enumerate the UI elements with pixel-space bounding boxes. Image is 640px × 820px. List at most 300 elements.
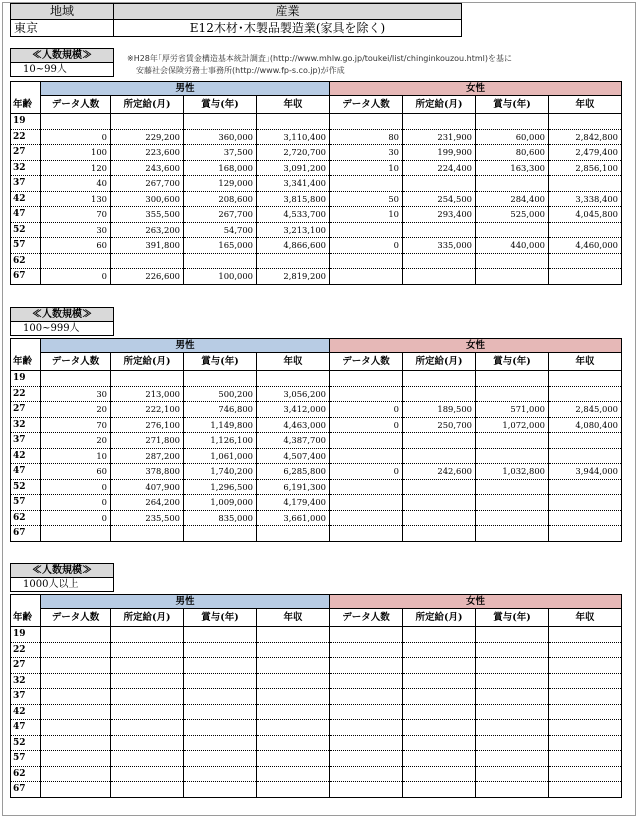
female-bonus-cell[interactable] xyxy=(476,222,549,238)
male-annual-cell[interactable]: 6,285,800 xyxy=(257,464,330,480)
male-bonus-cell[interactable] xyxy=(184,720,257,736)
male-bonus-cell[interactable] xyxy=(184,114,257,130)
male-count-cell[interactable] xyxy=(41,673,111,689)
male-count-cell[interactable]: 40 xyxy=(41,176,111,192)
male-count-cell[interactable] xyxy=(41,253,111,269)
female-count-cell[interactable]: 0 xyxy=(330,402,403,418)
male-bonus-cell[interactable] xyxy=(184,627,257,643)
table-row xyxy=(11,386,622,402)
female-annual-cell[interactable]: 2,842,800 xyxy=(549,129,622,145)
female-count-cell[interactable]: 0 xyxy=(330,464,403,480)
female-annual-cell[interactable] xyxy=(549,176,622,192)
male-count-cell[interactable] xyxy=(41,720,111,736)
region-label: 地域 xyxy=(11,4,114,20)
male-count-cell[interactable] xyxy=(41,526,111,542)
female-bonus-cell[interactable] xyxy=(476,751,549,767)
male-count-cell[interactable] xyxy=(41,782,111,798)
age-cell: 62 xyxy=(11,510,41,526)
female-monthly-cell[interactable] xyxy=(403,735,476,751)
female-count-cell[interactable] xyxy=(330,386,403,402)
male-bonus-cell[interactable] xyxy=(184,658,257,674)
male-monthly-cell[interactable] xyxy=(111,766,184,782)
table-row xyxy=(11,526,622,542)
female-bonus-cell[interactable] xyxy=(476,269,549,285)
male-monthly-cell[interactable]: 263,200 xyxy=(111,222,184,238)
col-header-bonus: 賞与(年) xyxy=(184,353,257,371)
female-monthly-cell[interactable] xyxy=(403,386,476,402)
female-bonus-cell[interactable]: 1,032,800 xyxy=(476,464,549,480)
female-count-cell[interactable] xyxy=(330,751,403,767)
female-monthly-cell[interactable]: 335,000 xyxy=(403,238,476,254)
male-bonus-cell[interactable]: 1,126,100 xyxy=(184,433,257,449)
male-annual-cell[interactable]: 4,866,600 xyxy=(257,238,330,254)
male-bonus-cell[interactable]: 746,800 xyxy=(184,402,257,418)
female-bonus-cell[interactable] xyxy=(476,448,549,464)
female-bonus-cell[interactable]: 525,000 xyxy=(476,207,549,223)
female-bonus-cell[interactable] xyxy=(476,735,549,751)
female-bonus-cell[interactable] xyxy=(476,642,549,658)
female-count-cell[interactable] xyxy=(330,689,403,705)
female-count-cell[interactable] xyxy=(330,222,403,238)
female-bonus-cell[interactable]: 284,400 xyxy=(476,191,549,207)
source-note-line2: 安藤社会保険労務士事務所(http://www.fp-s.co.jp)が作成 xyxy=(136,66,345,75)
female-bonus-cell[interactable] xyxy=(476,371,549,387)
male-monthly-cell[interactable] xyxy=(111,735,184,751)
female-bonus-cell[interactable] xyxy=(476,689,549,705)
male-count-cell[interactable]: 20 xyxy=(41,402,111,418)
region-value[interactable]: 東京 xyxy=(11,20,114,37)
female-bonus-cell[interactable] xyxy=(476,766,549,782)
table-row xyxy=(11,176,622,192)
table-row xyxy=(11,673,622,689)
male-annual-cell[interactable]: 2,720,700 xyxy=(257,145,330,161)
male-count-cell[interactable]: 30 xyxy=(41,386,111,402)
female-bonus-cell[interactable] xyxy=(476,704,549,720)
table-row xyxy=(11,253,622,269)
male-annual-cell[interactable] xyxy=(257,627,330,643)
male-count-cell[interactable]: 0 xyxy=(41,495,111,511)
male-count-cell[interactable] xyxy=(41,114,111,130)
male-bonus-cell[interactable] xyxy=(184,642,257,658)
male-monthly-cell[interactable]: 300,600 xyxy=(111,191,184,207)
female-bonus-cell[interactable] xyxy=(476,386,549,402)
male-annual-cell[interactable]: 3,341,400 xyxy=(257,176,330,192)
female-count-cell[interactable] xyxy=(330,253,403,269)
male-annual-cell[interactable]: 4,387,700 xyxy=(257,433,330,449)
col-header-count: データ人数 xyxy=(330,96,403,114)
female-annual-cell[interactable] xyxy=(549,526,622,542)
female-monthly-cell[interactable]: 224,400 xyxy=(403,160,476,176)
age-cell: 62 xyxy=(11,253,41,269)
male-annual-cell[interactable] xyxy=(257,673,330,689)
female-count-cell[interactable] xyxy=(330,495,403,511)
female-annual-cell[interactable]: 4,045,800 xyxy=(549,207,622,223)
female-count-cell[interactable] xyxy=(330,673,403,689)
male-monthly-cell[interactable] xyxy=(111,642,184,658)
male-bonus-cell[interactable]: 100,000 xyxy=(184,269,257,285)
female-annual-cell[interactable] xyxy=(549,766,622,782)
female-bonus-cell[interactable] xyxy=(476,673,549,689)
female-annual-cell[interactable] xyxy=(549,735,622,751)
male-bonus-cell[interactable] xyxy=(184,253,257,269)
female-count-cell[interactable] xyxy=(330,782,403,798)
male-count-cell[interactable]: 30 xyxy=(41,222,111,238)
male-bonus-cell[interactable] xyxy=(184,766,257,782)
female-monthly-cell[interactable] xyxy=(403,751,476,767)
male-annual-cell[interactable]: 3,815,800 xyxy=(257,191,330,207)
female-monthly-cell[interactable]: 242,600 xyxy=(403,464,476,480)
male-bonus-cell[interactable] xyxy=(184,751,257,767)
age-cell: 47 xyxy=(11,207,41,223)
female-count-cell[interactable] xyxy=(330,269,403,285)
male-count-cell[interactable]: 0 xyxy=(41,129,111,145)
male-annual-cell[interactable] xyxy=(257,253,330,269)
male-count-cell[interactable]: 70 xyxy=(41,207,111,223)
female-bonus-cell[interactable] xyxy=(476,479,549,495)
col-header-annual: 年収 xyxy=(257,609,330,627)
female-count-cell[interactable]: 50 xyxy=(330,191,403,207)
female-count-cell[interactable]: 80 xyxy=(330,129,403,145)
female-bonus-cell[interactable] xyxy=(476,495,549,511)
male-bonus-cell[interactable]: 37,500 xyxy=(184,145,257,161)
industry-value[interactable]: E12木材･木製品製造業(家具を除く) xyxy=(114,20,462,37)
male-monthly-cell[interactable]: 391,800 xyxy=(111,238,184,254)
female-count-cell[interactable] xyxy=(330,371,403,387)
male-monthly-cell[interactable] xyxy=(111,526,184,542)
male-bonus-cell[interactable]: 1,149,800 xyxy=(184,417,257,433)
col-header-bonus: 賞与(年) xyxy=(184,96,257,114)
male-annual-cell[interactable]: 3,056,200 xyxy=(257,386,330,402)
male-annual-cell[interactable] xyxy=(257,766,330,782)
female-annual-cell[interactable] xyxy=(549,253,622,269)
female-bonus-cell[interactable] xyxy=(476,433,549,449)
male-monthly-cell[interactable]: 223,600 xyxy=(111,145,184,161)
female-annual-cell[interactable] xyxy=(549,673,622,689)
male-monthly-cell[interactable]: 226,600 xyxy=(111,269,184,285)
male-count-cell[interactable]: 10 xyxy=(41,448,111,464)
size-value[interactable]: 1000人以上 xyxy=(11,578,114,592)
male-annual-cell[interactable] xyxy=(257,735,330,751)
size-value[interactable]: 10~99人 xyxy=(11,63,114,77)
female-monthly-cell[interactable]: 293,400 xyxy=(403,207,476,223)
male-bonus-cell[interactable]: 835,000 xyxy=(184,510,257,526)
female-bonus-cell[interactable]: 1,072,000 xyxy=(476,417,549,433)
female-monthly-cell[interactable] xyxy=(403,222,476,238)
female-annual-cell[interactable] xyxy=(549,479,622,495)
male-bonus-cell[interactable] xyxy=(184,371,257,387)
table-row xyxy=(11,766,622,782)
male-annual-cell[interactable]: 4,179,400 xyxy=(257,495,330,511)
male-bonus-cell[interactable]: 54,700 xyxy=(184,222,257,238)
female-bonus-cell[interactable] xyxy=(476,114,549,130)
female-count-cell[interactable] xyxy=(330,114,403,130)
male-count-cell[interactable] xyxy=(41,689,111,705)
female-monthly-cell[interactable] xyxy=(403,704,476,720)
male-count-cell[interactable]: 0 xyxy=(41,479,111,495)
female-monthly-cell[interactable]: 189,500 xyxy=(403,402,476,418)
female-monthly-cell[interactable] xyxy=(403,658,476,674)
female-annual-cell[interactable] xyxy=(549,689,622,705)
male-monthly-cell[interactable]: 222,100 xyxy=(111,402,184,418)
male-monthly-cell[interactable]: 378,800 xyxy=(111,464,184,480)
female-monthly-cell[interactable] xyxy=(403,253,476,269)
female-annual-cell[interactable] xyxy=(549,433,622,449)
male-monthly-cell[interactable] xyxy=(111,782,184,798)
female-count-cell[interactable] xyxy=(330,176,403,192)
male-count-cell[interactable] xyxy=(41,658,111,674)
female-count-cell[interactable]: 30 xyxy=(330,145,403,161)
male-count-cell[interactable]: 0 xyxy=(41,510,111,526)
female-annual-cell[interactable]: 2,856,100 xyxy=(549,160,622,176)
male-monthly-cell[interactable]: 267,700 xyxy=(111,176,184,192)
male-bonus-cell[interactable] xyxy=(184,526,257,542)
female-annual-cell[interactable] xyxy=(549,222,622,238)
male-annual-cell[interactable]: 3,661,000 xyxy=(257,510,330,526)
female-monthly-cell[interactable]: 250,700 xyxy=(403,417,476,433)
female-bonus-cell[interactable]: 163,300 xyxy=(476,160,549,176)
male-count-cell[interactable] xyxy=(41,642,111,658)
female-annual-cell[interactable]: 3,338,400 xyxy=(549,191,622,207)
female-count-cell[interactable]: 10 xyxy=(330,207,403,223)
male-bonus-cell[interactable]: 165,000 xyxy=(184,238,257,254)
male-bonus-cell[interactable]: 168,000 xyxy=(184,160,257,176)
male-count-cell[interactable]: 60 xyxy=(41,464,111,480)
female-bonus-cell[interactable] xyxy=(476,782,549,798)
male-monthly-cell[interactable] xyxy=(111,658,184,674)
male-monthly-cell[interactable]: 407,900 xyxy=(111,479,184,495)
male-bonus-cell[interactable]: 360,000 xyxy=(184,129,257,145)
male-monthly-cell[interactable] xyxy=(111,253,184,269)
male-bonus-cell[interactable]: 1,009,000 xyxy=(184,495,257,511)
age-cell: 57 xyxy=(11,495,41,511)
male-monthly-cell[interactable] xyxy=(111,371,184,387)
male-annual-cell[interactable] xyxy=(257,704,330,720)
female-annual-cell[interactable] xyxy=(549,782,622,798)
female-monthly-cell[interactable] xyxy=(403,176,476,192)
male-count-cell[interactable]: 0 xyxy=(41,269,111,285)
male-bonus-cell[interactable]: 1,296,500 xyxy=(184,479,257,495)
male-annual-cell[interactable]: 4,463,000 xyxy=(257,417,330,433)
male-annual-cell[interactable] xyxy=(257,689,330,705)
female-annual-cell[interactable]: 3,944,000 xyxy=(549,464,622,480)
male-monthly-cell[interactable] xyxy=(111,673,184,689)
age-cell: 47 xyxy=(11,720,41,736)
male-monthly-cell[interactable] xyxy=(111,704,184,720)
male-count-cell[interactable] xyxy=(41,704,111,720)
male-monthly-cell[interactable] xyxy=(111,689,184,705)
female-count-cell[interactable] xyxy=(330,766,403,782)
male-bonus-cell[interactable] xyxy=(184,782,257,798)
female-annual-cell[interactable] xyxy=(549,495,622,511)
col-header-monthly: 所定給(月) xyxy=(111,96,184,114)
male-monthly-cell[interactable] xyxy=(111,627,184,643)
male-monthly-cell[interactable]: 276,100 xyxy=(111,417,184,433)
male-annual-cell[interactable]: 3,412,000 xyxy=(257,402,330,418)
male-annual-cell[interactable]: 4,533,700 xyxy=(257,207,330,223)
male-count-cell[interactable]: 130 xyxy=(41,191,111,207)
female-count-cell[interactable]: 10 xyxy=(330,160,403,176)
female-count-cell[interactable] xyxy=(330,433,403,449)
male-bonus-cell[interactable]: 1,740,200 xyxy=(184,464,257,480)
male-monthly-cell[interactable]: 243,600 xyxy=(111,160,184,176)
male-count-cell[interactable] xyxy=(41,627,111,643)
female-count-cell[interactable] xyxy=(330,658,403,674)
male-bonus-cell[interactable]: 267,700 xyxy=(184,207,257,223)
female-count-cell[interactable] xyxy=(330,704,403,720)
male-bonus-cell[interactable]: 129,000 xyxy=(184,176,257,192)
female-annual-cell[interactable] xyxy=(549,704,622,720)
male-annual-cell[interactable]: 4,507,400 xyxy=(257,448,330,464)
male-annual-cell[interactable] xyxy=(257,371,330,387)
male-count-cell[interactable] xyxy=(41,766,111,782)
male-monthly-cell[interactable]: 287,200 xyxy=(111,448,184,464)
male-bonus-cell[interactable] xyxy=(184,735,257,751)
male-monthly-cell[interactable]: 355,500 xyxy=(111,207,184,223)
female-annual-cell[interactable] xyxy=(549,269,622,285)
male-monthly-cell[interactable] xyxy=(111,114,184,130)
male-count-cell[interactable]: 20 xyxy=(41,433,111,449)
age-cell: 32 xyxy=(11,160,41,176)
male-annual-cell[interactable]: 6,191,300 xyxy=(257,479,330,495)
female-bonus-cell[interactable] xyxy=(476,253,549,269)
male-annual-cell[interactable] xyxy=(257,526,330,542)
female-bonus-cell[interactable]: 60,000 xyxy=(476,129,549,145)
male-annual-cell[interactable]: 2,819,200 xyxy=(257,269,330,285)
female-annual-cell[interactable] xyxy=(549,448,622,464)
col-header-count: データ人数 xyxy=(41,353,111,371)
male-bonus-cell[interactable] xyxy=(184,689,257,705)
table-row xyxy=(11,495,622,511)
female-annual-cell[interactable]: 4,460,000 xyxy=(549,238,622,254)
female-monthly-cell[interactable] xyxy=(403,673,476,689)
female-annual-cell[interactable] xyxy=(549,720,622,736)
male-bonus-cell[interactable] xyxy=(184,704,257,720)
female-monthly-cell[interactable] xyxy=(403,479,476,495)
age-cell: 42 xyxy=(11,448,41,464)
male-monthly-cell[interactable]: 229,200 xyxy=(111,129,184,145)
male-monthly-cell[interactable]: 235,500 xyxy=(111,510,184,526)
male-count-cell[interactable]: 70 xyxy=(41,417,111,433)
male-annual-cell[interactable] xyxy=(257,751,330,767)
male-monthly-cell[interactable]: 213,000 xyxy=(111,386,184,402)
male-annual-cell[interactable] xyxy=(257,782,330,798)
male-annual-cell[interactable] xyxy=(257,114,330,130)
male-count-cell[interactable]: 60 xyxy=(41,238,111,254)
female-count-cell[interactable]: 0 xyxy=(330,417,403,433)
male-bonus-cell[interactable]: 1,061,000 xyxy=(184,448,257,464)
female-bonus-cell[interactable] xyxy=(476,658,549,674)
female-monthly-cell[interactable] xyxy=(403,782,476,798)
female-annual-cell[interactable]: 2,479,400 xyxy=(549,145,622,161)
male-count-cell[interactable] xyxy=(41,751,111,767)
male-annual-cell[interactable]: 3,213,100 xyxy=(257,222,330,238)
female-count-cell[interactable] xyxy=(330,448,403,464)
female-bonus-cell[interactable]: 80,600 xyxy=(476,145,549,161)
female-count-cell[interactable] xyxy=(330,627,403,643)
male-annual-cell[interactable]: 3,110,400 xyxy=(257,129,330,145)
female-annual-cell[interactable] xyxy=(549,751,622,767)
age-cell: 52 xyxy=(11,479,41,495)
female-monthly-cell[interactable] xyxy=(403,448,476,464)
size-value[interactable]: 100~999人 xyxy=(11,322,114,336)
female-bonus-cell[interactable]: 440,000 xyxy=(476,238,549,254)
male-count-cell[interactable]: 120 xyxy=(41,160,111,176)
size-heading: ≪人数規模≫ xyxy=(11,49,114,63)
age-header-spacer xyxy=(11,339,41,353)
female-count-cell[interactable] xyxy=(330,479,403,495)
male-bonus-cell[interactable]: 208,600 xyxy=(184,191,257,207)
female-bonus-cell[interactable] xyxy=(476,526,549,542)
male-monthly-cell[interactable] xyxy=(111,720,184,736)
female-monthly-cell[interactable] xyxy=(403,627,476,643)
female-header: 女性 xyxy=(330,595,622,609)
table-row xyxy=(11,402,622,418)
female-bonus-cell[interactable] xyxy=(476,720,549,736)
female-bonus-cell[interactable] xyxy=(476,176,549,192)
age-header: 年齢 xyxy=(11,96,41,114)
female-monthly-cell[interactable] xyxy=(403,510,476,526)
male-annual-cell[interactable] xyxy=(257,658,330,674)
female-count-cell[interactable] xyxy=(330,735,403,751)
female-annual-cell[interactable] xyxy=(549,114,622,130)
female-monthly-cell[interactable] xyxy=(403,371,476,387)
female-count-cell[interactable] xyxy=(330,510,403,526)
table-row xyxy=(11,114,622,130)
male-annual-cell[interactable]: 3,091,200 xyxy=(257,160,330,176)
female-bonus-cell[interactable] xyxy=(476,510,549,526)
female-monthly-cell[interactable]: 199,900 xyxy=(403,145,476,161)
female-monthly-cell[interactable]: 254,500 xyxy=(403,191,476,207)
female-annual-cell[interactable] xyxy=(549,510,622,526)
female-annual-cell[interactable]: 2,845,000 xyxy=(549,402,622,418)
female-annual-cell[interactable]: 4,080,400 xyxy=(549,417,622,433)
male-count-cell[interactable] xyxy=(41,735,111,751)
female-monthly-cell[interactable] xyxy=(403,495,476,511)
female-monthly-cell[interactable] xyxy=(403,642,476,658)
male-annual-cell[interactable] xyxy=(257,642,330,658)
female-monthly-cell[interactable] xyxy=(403,433,476,449)
female-monthly-cell[interactable] xyxy=(403,269,476,285)
wage-table-3 xyxy=(10,594,622,798)
male-count-cell[interactable]: 100 xyxy=(41,145,111,161)
female-annual-cell[interactable] xyxy=(549,658,622,674)
female-count-cell[interactable] xyxy=(330,720,403,736)
male-annual-cell[interactable] xyxy=(257,720,330,736)
male-monthly-cell[interactable]: 271,800 xyxy=(111,433,184,449)
male-count-cell[interactable] xyxy=(41,371,111,387)
table-row xyxy=(11,720,622,736)
female-annual-cell[interactable] xyxy=(549,386,622,402)
female-annual-cell[interactable] xyxy=(549,627,622,643)
male-monthly-cell[interactable] xyxy=(111,751,184,767)
female-monthly-cell[interactable]: 231,900 xyxy=(403,129,476,145)
male-bonus-cell[interactable] xyxy=(184,673,257,689)
female-monthly-cell[interactable] xyxy=(403,766,476,782)
female-bonus-cell[interactable]: 571,000 xyxy=(476,402,549,418)
male-monthly-cell[interactable]: 264,200 xyxy=(111,495,184,511)
female-monthly-cell[interactable] xyxy=(403,689,476,705)
female-count-cell[interactable] xyxy=(330,642,403,658)
female-bonus-cell[interactable] xyxy=(476,627,549,643)
male-bonus-cell[interactable]: 500,200 xyxy=(184,386,257,402)
female-annual-cell[interactable] xyxy=(549,642,622,658)
female-monthly-cell[interactable] xyxy=(403,720,476,736)
female-count-cell[interactable]: 0 xyxy=(330,238,403,254)
female-monthly-cell[interactable] xyxy=(403,526,476,542)
female-annual-cell[interactable] xyxy=(549,371,622,387)
female-count-cell[interactable] xyxy=(330,526,403,542)
female-monthly-cell[interactable] xyxy=(403,114,476,130)
